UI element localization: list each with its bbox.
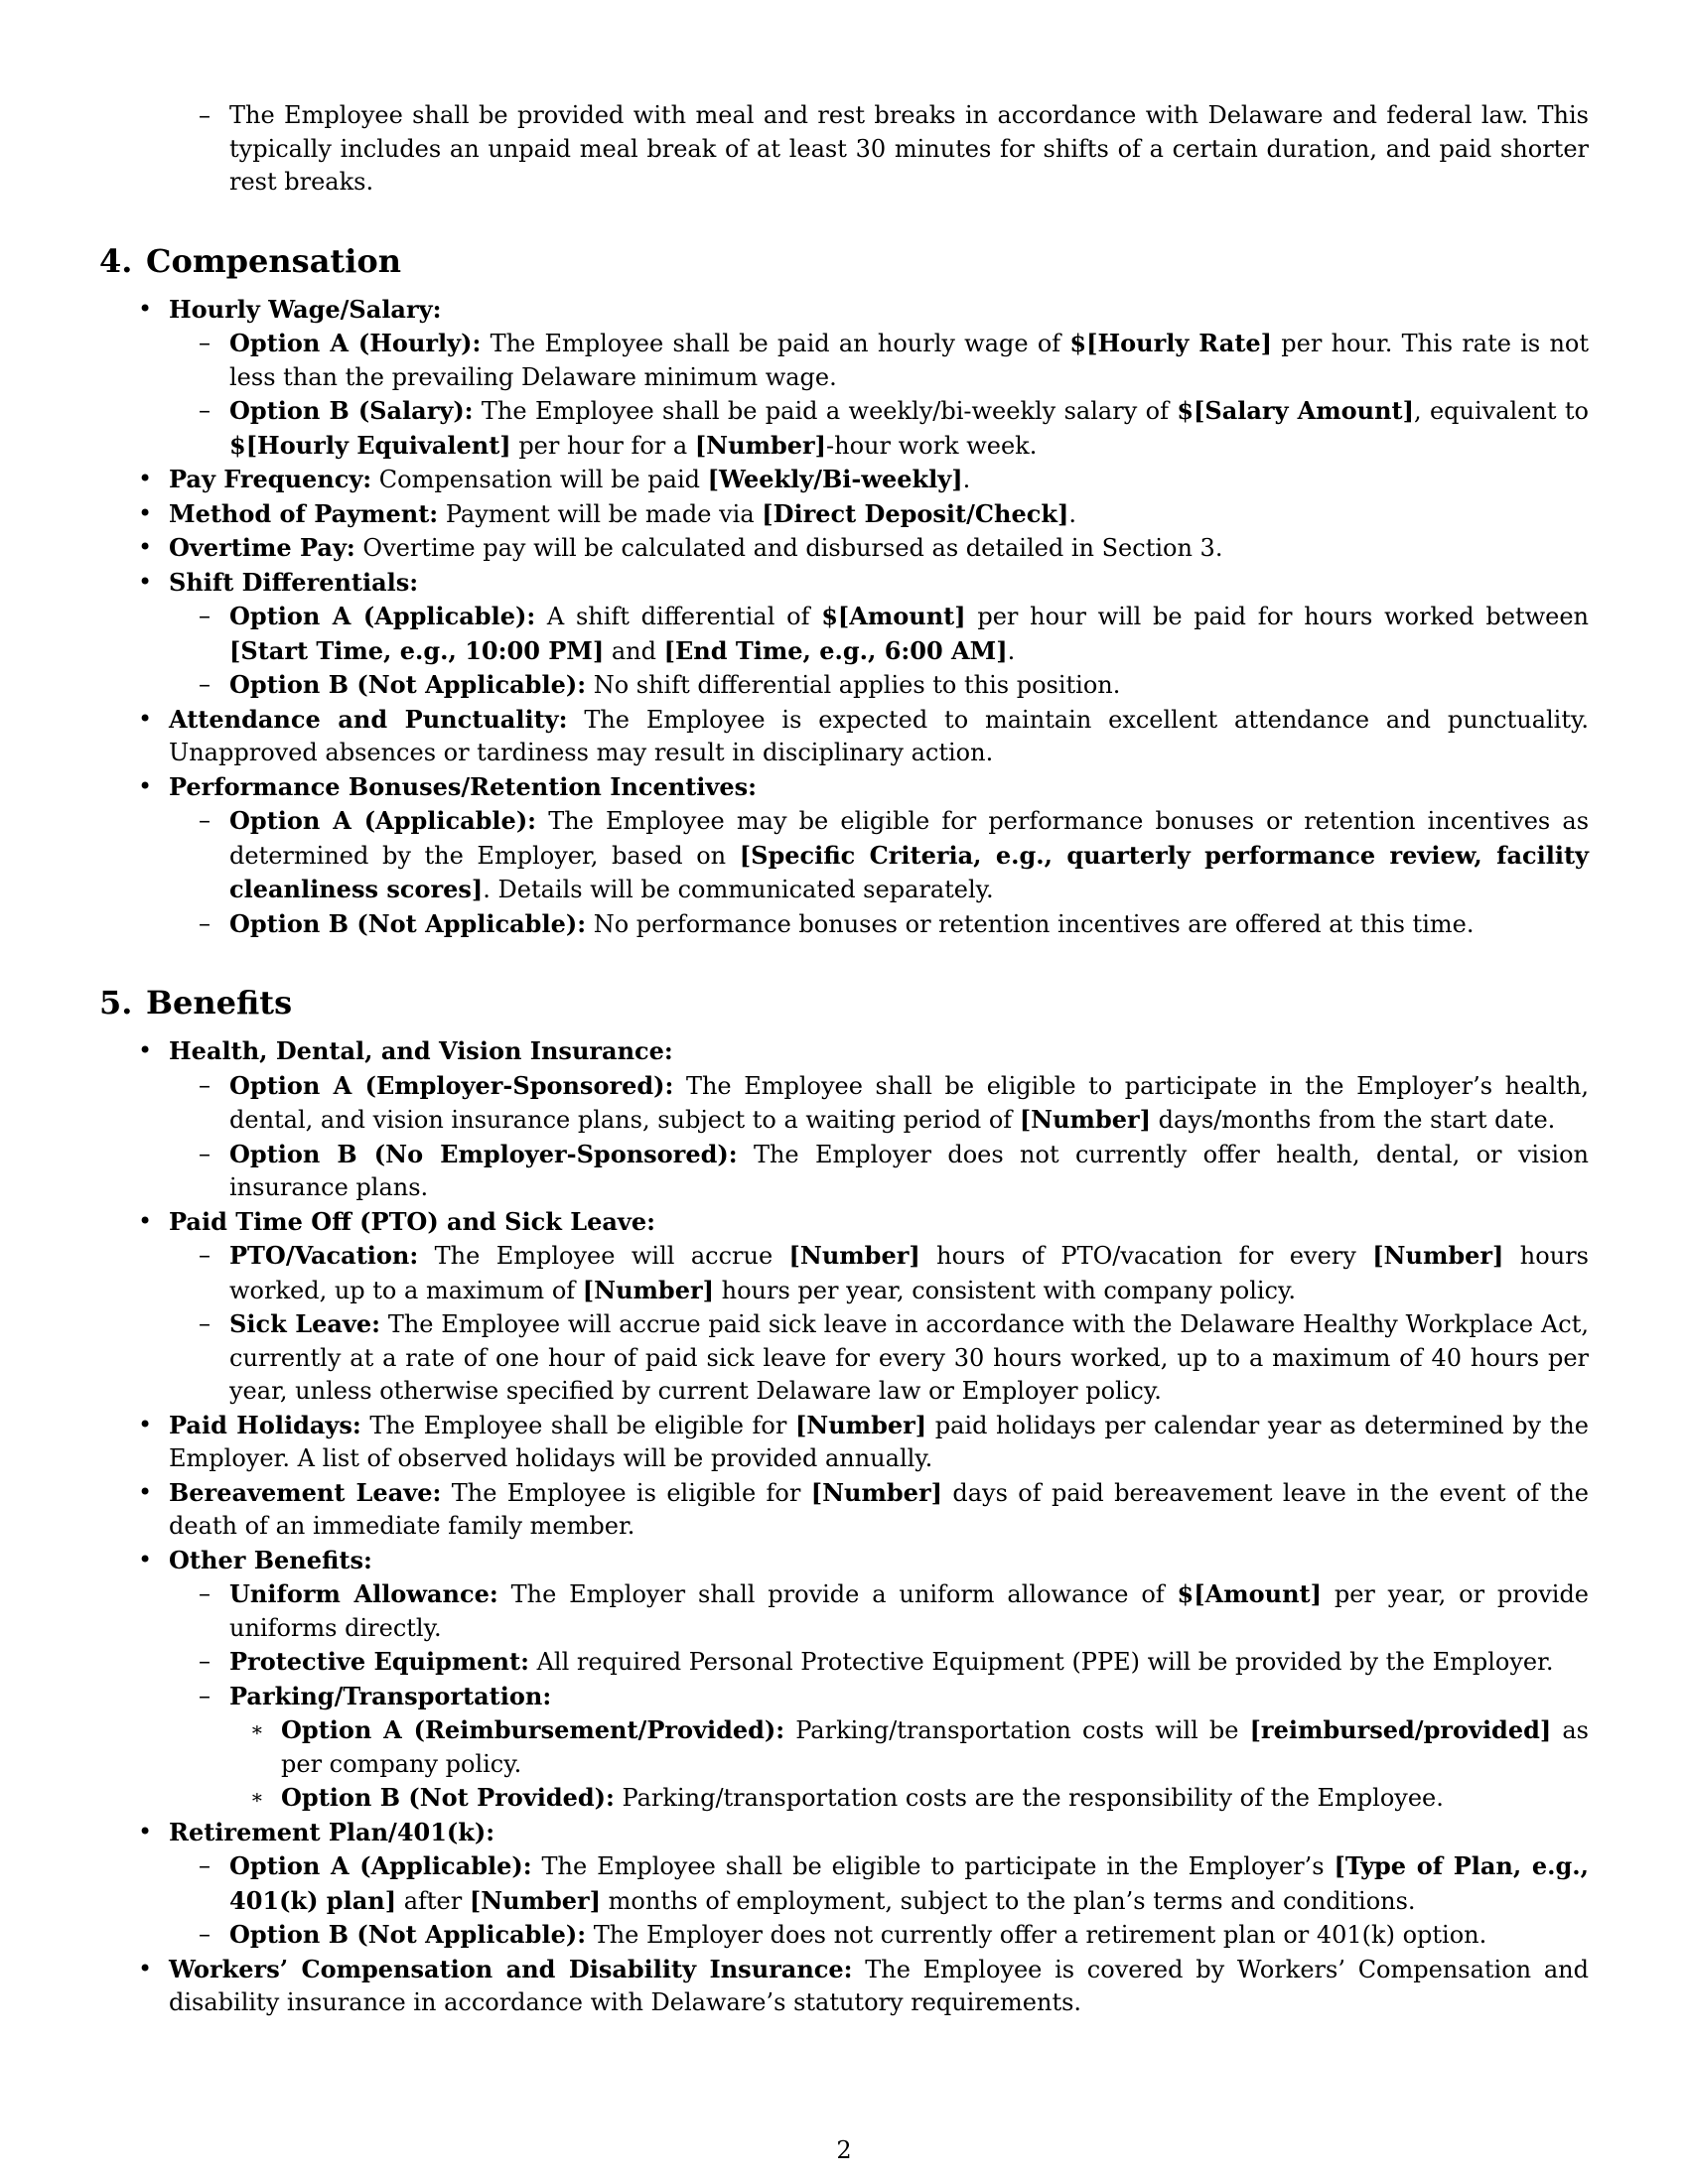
retirement-option-a: – Option A (Applicable): The Employee shall be eligible to participate in the Employer’s [Type of Plan, e.g., 401(k) plan] after [Number] months of employment, subject to the plan’s terms and conditions. [199,1851,1589,1915]
workers-comp-item: • Workers’ Compensation and Disability Insurance: The Employee is covered by Workers’ Compensation and disability insurance in accordance with Delaware’s statutory requirements. [138,1954,1589,2016]
parking-transportation: – Parking/Transportation: [199,1681,552,1710]
protective-equipment: – Protective Equipment: All required Personal Protective Equipment (PPE) will be provided by the Employer. [199,1647,1554,1676]
retirement-option-b: – Option B (Not Applicable): The Employer does not currently offer a retirement plan or 401(k) option. [199,1920,1487,1949]
meal-break-item [99,99,1589,200]
bereavement-item: • Bereavement Leave: The Employee is eligible for [Number] days of paid bereavement leave in the event of the death of an immediate family member. [138,1477,1589,1540]
document-page [99,99,1589,2020]
section-5-heading: 5. Benefits [99,984,293,1022]
meal-break-text: The Employee shall be provided with meal and rest breaks in accordance with Delaware and federal law. This typically includes an unpaid meal break of at least 30 minutes for shifts of a certain duration, and paid shorter rest breaks. [229,101,1589,196]
sick-leave: – Sick Leave: The Employee will accrue paid sick leave in accordance with the Delaware Healthy Workplace Act, currently at a rate of one hour of paid sick leave for every 30 hours worked, up to a maximum of 40 hours per year, unless otherwise specified by current Delaware law or Employer policy. [199,1309,1589,1405]
parking-option-a: ∗ Option A (Reimbursement/Provided): Parking/transportation costs will be [reimbursed/provided] as per company policy. [250,1715,1589,1778]
parking-option-b: ∗ Option B (Not Provided): Parking/transportation costs are the responsibility of the Employee. [250,1783,1444,1812]
hourly-wage-item: • Hourly Wage/Salary: [99,293,1589,328]
dash-marker: – [199,101,211,129]
other-benefits-item: • Other Benefits: [138,1545,372,1574]
overtime-item: • Overtime Pay: Overtime pay will be calculated and disbursed as detailed in Section 3. [138,533,1223,562]
shift-option-b: – Option B (Not Applicable): No shift differential applies to this position. [199,670,1121,699]
health-option-a: – Option A (Employer-Sponsored): The Employee shall be eligible to participate in the Employer’s health, dental, and vision insurance plans, subject to a waiting period of [Number] days/months from the start date. [199,1070,1590,1134]
health-insurance-item: • Health, Dental, and Vision Insurance: [138,1036,673,1065]
salary-option-b: – Option B (Salary): The Employee shall be paid a weekly/bi-weekly salary of $[Salary Amount], equivalent to $[Hourly Equivalent] per hour for a [Number]-hour work week. [199,396,1589,460]
pto-item: • Paid Time Off (PTO) and Sick Leave: [138,1206,655,1236]
bullet-marker: • [138,294,153,323]
shift-differentials-item: • Shift Differentials: [138,567,419,597]
bonus-option-b: – Option B (Not Applicable): No performance bonuses or retention incentives are offered at this time. [199,908,1475,938]
hourly-option-a: – Option A (Hourly): The Employee shall be paid an hourly wage of $[Hourly Rate] per hour. This rate is not less than the prevailing Delaware minimum wage. [199,329,1589,391]
pto-vacation: – PTO/Vacation: The Employee will accrue [Number] hours of PTO/vacation for every [Number] hours worked, up to a maximum of [Number] hours per year, consistent with company policy. [199,1241,1589,1304]
shift-option-a: – Option A (Applicable): A shift differential of $[Amount] per hour will be paid for hours worked between [Start Time, e.g., 10:00 PM] and [End Time, e.g., 6:00 AM]. [199,602,1590,665]
payment-method-item: • Method of Payment: Payment will be made via [Direct Deposit/Check]. [138,498,1076,528]
pay-frequency-item: • Pay Frequency: Compensation will be paid [Weekly/Bi-weekly]. [138,465,971,493]
attendance-item: • Attendance and Punctuality: The Employee is expected to maintain excellent attendance and punctuality. Unapproved absences or tardiness may result in disciplinary action. [138,704,1589,766]
section-4-heading: 4. Compensation [99,241,401,280]
health-option-b: – Option B (No Employer-Sponsored): The Employer does not currently offer health, dental, or vision insurance plans. [199,1139,1589,1201]
bonuses-item: • Performance Bonuses/Retention Incentives: [138,771,758,801]
bonus-option-a: – Option A (Applicable): The Employee may be eligible for performance bonuses or retention incentives as determined by the Employer, based on [Specific Criteria, e.g., quarterly performance review, facility cleanliness scores]. Details will be communicated separately. [199,806,1590,903]
paid-holidays-item: • Paid Holidays: The Employee shall be eligible for [Number] paid holidays per calendar year as determined by the Employer. A list of observed holidays will be provided annually. [138,1410,1589,1472]
page-number: 2 [836,2136,852,2164]
uniform-allowance: – Uniform Allowance: The Employer shall provide a uniform allowance of $[Amount] per year, or provide uniforms directly. [199,1579,1590,1642]
retirement-item: • Retirement Plan/401(k): [138,1817,495,1846]
star-marker: ∗ [250,1717,264,1741]
